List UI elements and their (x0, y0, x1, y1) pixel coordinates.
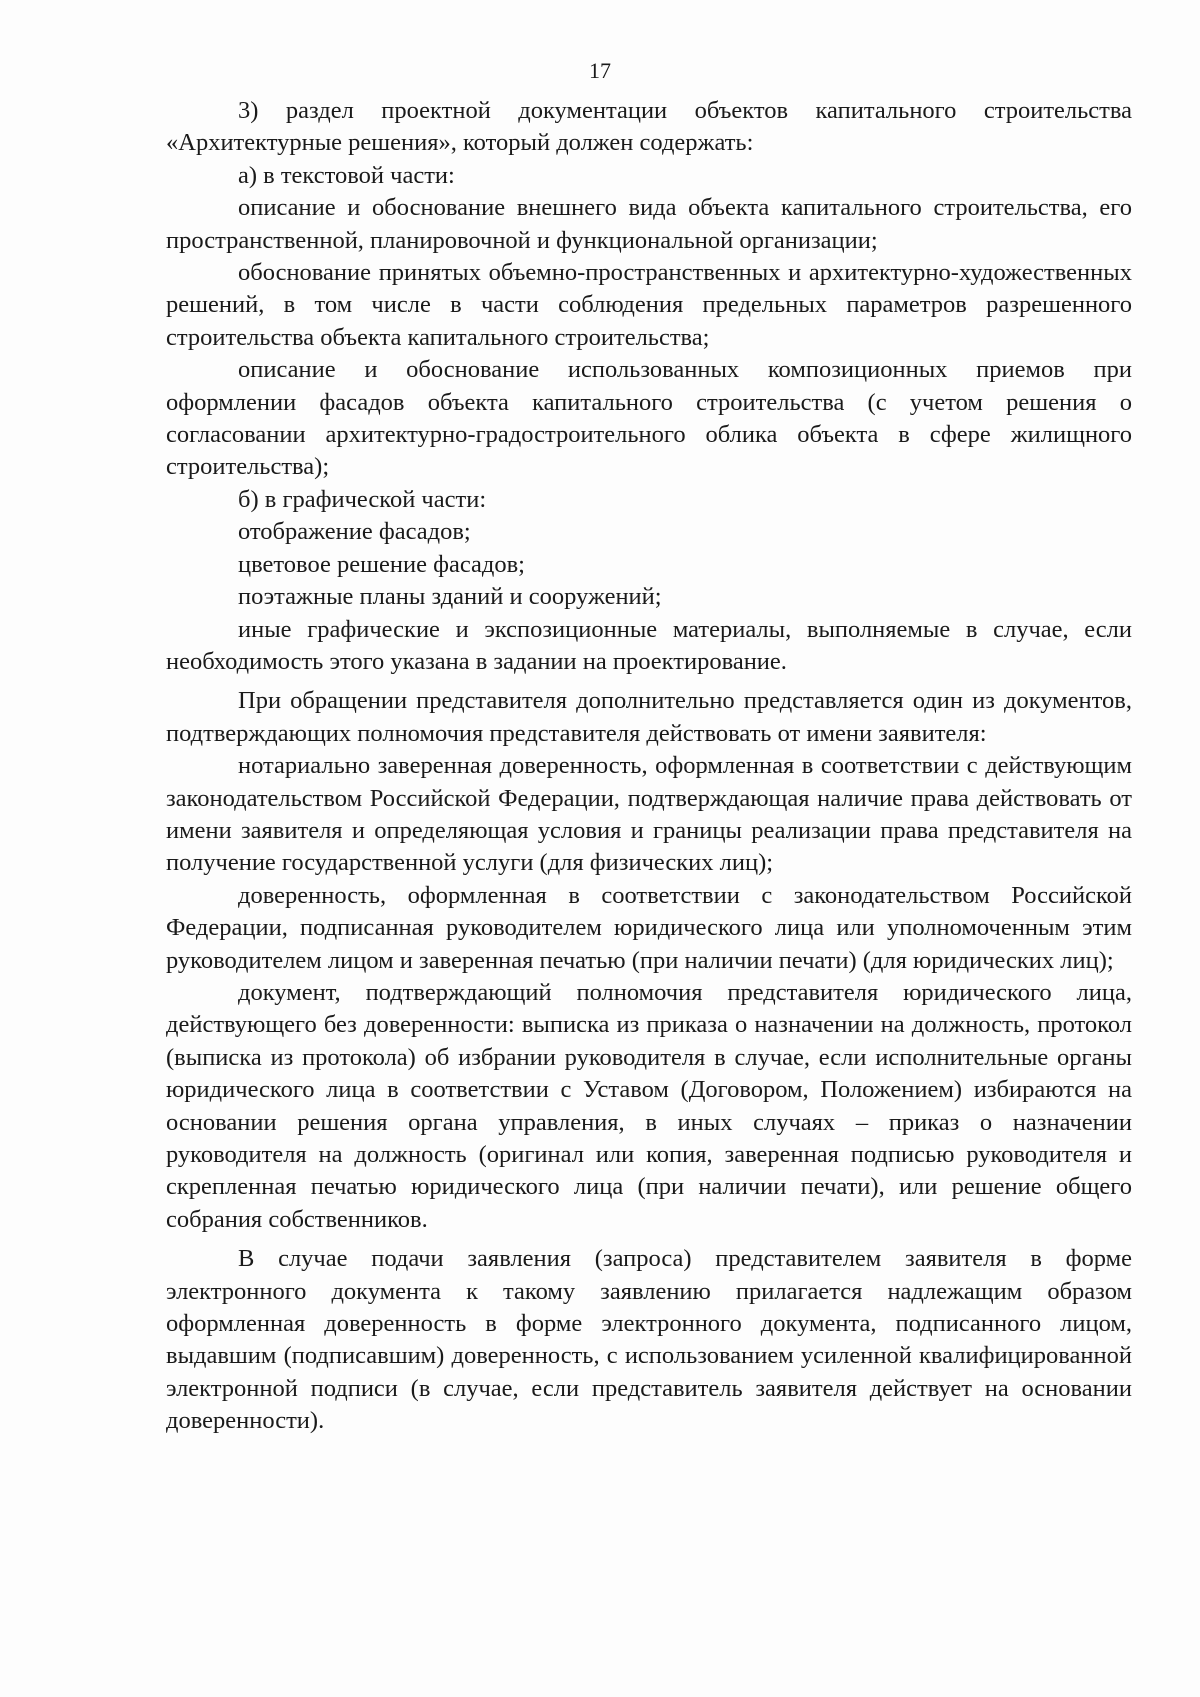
paragraph-composition-techniques: описание и обоснование использованных композиционных приемов при оформлении фасадов объекта капитального строительства (с учетом решения о согласовании архитектурно-градостроительного облика объекта в сфере жилищного строительства); (166, 356, 1132, 481)
page-number: 17 (589, 58, 611, 83)
paragraph-facade-color: цветовое решение фасадов; (238, 550, 525, 578)
paragraph-appearance-description: описание и обоснование внешнего вида объекта капитального строительства, его пространственной, планировочной и функциональной организации; (166, 194, 1132, 254)
document-body (166, 95, 1132, 1438)
paragraph-notarized-power-of-attorney: нотариально заверенная доверенность, оформленная в соответствии с действующим законодательством Российской Федерации, подтверждающая наличие права действовать от имени заявителя и определяющая условия и границы реализации права представителя на получение государственной услуги (для физических лиц); (166, 752, 1132, 877)
paragraph-section-3-intro: 3) раздел проектной документации объектов капитального строительства «Архитектурные решения», который должен содержать: (166, 97, 1132, 157)
paragraph-facade-display: отображение фасадов; (238, 518, 471, 546)
paragraph-legal-entity-power-of-attorney: доверенность, оформленная в соответствии с законодательством Российской Федерации, подписанная руководителем юридического лица или уполномоченным этим руководителем лицом и заверенная печатью (при наличии печати) (для юридических лиц); (166, 881, 1132, 974)
paragraph-text-part-heading: а) в текстовой части: (238, 161, 455, 189)
paragraph-other-materials: иные графические и экспозиционные материалы, выполняемые в случае, если необходимость этого указана в задании на проектирование. (166, 615, 1132, 675)
paragraph-electronic-submission: В случае подачи заявления (запроса) представителем заявителя в форме электронного документа к такому заявлению прилагается надлежащим образом оформленная доверенность в форме электронного документа, подписанного лицом, выдавшим (подписавшим) доверенность, с использованием усиленной квалифицированной электронной подписи (в случае, если представитель заявителя действует на основании доверенности). (166, 1245, 1132, 1435)
paragraph-floor-plans: поэтажные планы зданий и сооружений; (238, 583, 662, 611)
paragraph-graphic-part-heading: б) в графической части: (238, 485, 487, 513)
paragraph-volume-spatial-justification: обоснование принятых объемно-пространственных и архитектурно-художественных решений, в том числе в части соблюдения предельных параметров разрешенного строительства объекта капитального строительства; (166, 259, 1132, 351)
paragraph-authority-document: документ, подтверждающий полномочия представителя юридического лица, действующего без доверенности: выписка из приказа о назначении на должность, протокол (выписка из протокола) об избрании руководителя в случае, если исполнительные органы юридического лица в соответствии с Уставом (Договором, Положением) избираются на основании решения органа управления, в иных случаях – приказ о назначении руководителя на должность (оригинал или копия, заверенная подписью руководителя и скрепленная печатью юридического лица (при наличии печати), или решение общего собрания собственников. (166, 978, 1132, 1233)
paragraph-representative-documents: При обращении представителя дополнительно представляется один из документов, подтверждающих полномочия представителя действовать от имени заявителя: (166, 687, 1132, 747)
